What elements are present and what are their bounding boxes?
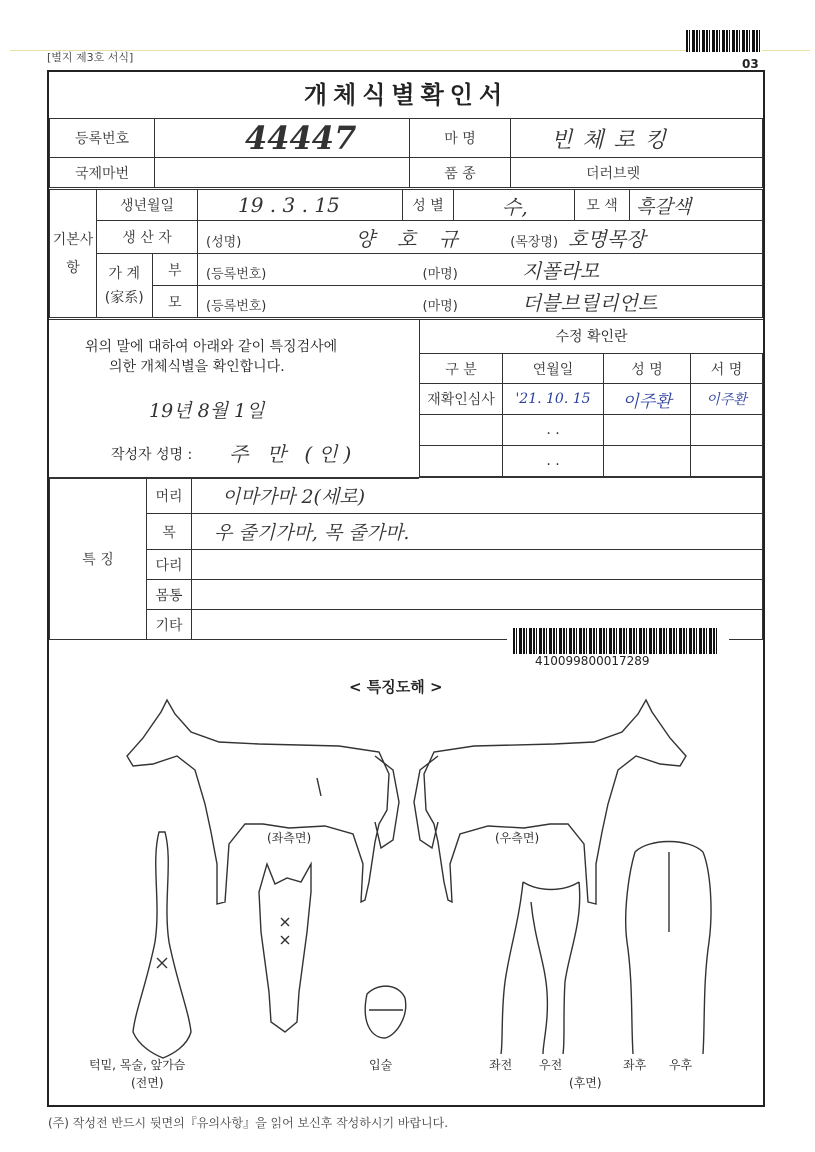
- rev-sign: [691, 446, 763, 477]
- page-number: 03: [742, 57, 759, 71]
- horse-name-cell: [511, 119, 763, 158]
- dam-reg-tag: (등록번호): [206, 299, 267, 314]
- lineage-hanja: (家系): [104, 289, 144, 306]
- feature-value-cell: [192, 514, 763, 550]
- statement-line-2: 의한 개체식별을 확인합니다.: [109, 359, 285, 375]
- revision-title: 수정 확인란: [419, 319, 763, 353]
- breed-label: 품 종: [410, 158, 511, 188]
- front-sub-caption: (전면): [131, 1076, 164, 1090]
- revision-row: [420, 415, 763, 446]
- reg-no-value: 44447: [245, 119, 357, 157]
- statement-line-1: 위의 말에 대하여 아래와 같이 특징검사에: [85, 339, 338, 355]
- sire-reg-tag: (등록번호): [206, 267, 267, 282]
- sex-cell: [454, 190, 575, 221]
- coat-cell: [630, 190, 763, 221]
- producer-label: 생 산 자: [97, 221, 198, 254]
- rev-header-name: 성 명: [604, 354, 691, 384]
- rev-header-sign: 서 명: [691, 354, 763, 384]
- sex-label: 성 별: [403, 190, 454, 221]
- lips-caption: 입술: [369, 1058, 393, 1072]
- farm-tag: (목장명): [510, 234, 559, 250]
- front-caption: 턱밑, 목술, 앞가슴: [89, 1058, 186, 1072]
- left-hind-caption: 좌후: [623, 1058, 647, 1072]
- left-front-caption: 좌전: [489, 1058, 513, 1072]
- sire-name: 지폴라모: [521, 259, 600, 283]
- form-sheet: [47, 70, 765, 1107]
- breed-value: 더러브렛: [511, 158, 763, 188]
- coat-value: 흑갈색: [636, 195, 692, 218]
- rev-name: [604, 415, 691, 446]
- reg-no-label: 등록번호: [50, 119, 155, 158]
- birth-cell: [198, 190, 403, 221]
- dam-label: 모: [152, 286, 197, 318]
- rev-date: . .: [503, 415, 604, 446]
- rear-sub-caption: (후면): [569, 1076, 602, 1090]
- producer-name-tag: (성명): [206, 234, 242, 250]
- top-barcode: [686, 30, 762, 52]
- left-side-caption: (좌측면): [267, 831, 312, 845]
- right-side-caption: (우측면): [495, 831, 540, 845]
- revision-row: [420, 446, 763, 477]
- horse-head-front-icon: [259, 864, 311, 1032]
- barcode-sticker: [507, 624, 729, 668]
- rev-type: 재확인심사: [420, 384, 503, 415]
- coat-label: 모 색: [575, 190, 630, 221]
- feature-value: [192, 550, 763, 580]
- rev-header-date: 연월일: [503, 354, 604, 384]
- birth-value: 19 . 3 . 15: [238, 193, 340, 217]
- form-ref: [별지 제3호 서식]: [47, 51, 134, 64]
- birth-label: 생년월일: [97, 190, 198, 221]
- footer-note: (주) 작성전 반드시 뒷면의『유의사항』을 읽어 보신후 작성하시기 바랍니다.: [48, 1116, 449, 1130]
- revision-header-row: [420, 354, 763, 384]
- rev-date: . .: [503, 446, 604, 477]
- farm-value: 호명목장: [568, 226, 646, 251]
- sire-name-tag: (마명): [422, 267, 458, 282]
- basic-table: [49, 189, 763, 318]
- revision-table: [419, 353, 763, 477]
- sire-cell: [198, 254, 763, 286]
- rev-header-type: 구 분: [420, 354, 503, 384]
- diagram-title: < 특징도해 >: [349, 678, 443, 696]
- registration-table: [49, 118, 763, 188]
- barcode-number: 410099800017289: [535, 654, 650, 668]
- dam-cell: [198, 286, 763, 318]
- feature-value-cell: [192, 478, 763, 514]
- horse-right-side-icon: [414, 700, 686, 904]
- feature-value: 이마가마 2(세로): [222, 486, 366, 508]
- basic-section-label: 기본사항: [50, 190, 97, 318]
- dam-name-tag: (마명): [422, 299, 458, 314]
- right-front-caption: 우전: [539, 1058, 563, 1072]
- feature-value: [192, 580, 763, 610]
- feature-label: 몸통: [147, 580, 192, 610]
- author-value: 주 만 (인): [229, 442, 358, 466]
- lineage-label: 가 계: [108, 265, 141, 282]
- features-section-label: 특 징: [50, 478, 147, 640]
- rev-type: [420, 415, 503, 446]
- horse-diagram: [49, 692, 763, 1092]
- horse-front-legs-icon: [501, 882, 580, 1054]
- feature-label: 목: [147, 514, 192, 550]
- horse-name-label: 마 명: [410, 119, 511, 158]
- rev-sign: [691, 415, 763, 446]
- features-table: [49, 477, 763, 640]
- form-title: 개체식별확인서: [49, 72, 763, 119]
- intl-no-value: [155, 158, 410, 188]
- producer-cell: [198, 221, 763, 254]
- rev-name: 이주환: [604, 384, 691, 415]
- rev-name: [604, 446, 691, 477]
- feature-label: 다리: [147, 550, 192, 580]
- feature-label: 기타: [147, 610, 192, 640]
- revision-row: [420, 384, 763, 415]
- producer-value: 양 호 규: [355, 226, 467, 251]
- horse-front-neck-icon: [133, 832, 191, 1058]
- rev-sign: 이주환: [691, 384, 763, 415]
- horse-lips-icon: [365, 986, 405, 1038]
- sire-label: 부: [152, 254, 197, 286]
- horse-name-value: 빈체로킹: [551, 127, 677, 153]
- feature-value: 우 줄기가마, 목 줄가마.: [214, 522, 410, 544]
- rev-type: [420, 446, 503, 477]
- dam-name: 더블브릴리언트: [521, 291, 658, 315]
- right-hind-caption: 우후: [669, 1058, 693, 1072]
- barcode-bars: [513, 628, 717, 654]
- horse-rear-icon: [626, 842, 711, 1055]
- reg-no-cell: [155, 119, 410, 158]
- sex-value: 수,: [502, 194, 528, 219]
- issue-date: 19년 8월 1일: [149, 400, 265, 422]
- statement-box: [49, 319, 419, 479]
- feature-label: 머리: [147, 478, 192, 514]
- lineage-label-cell: [97, 254, 153, 318]
- intl-no-label: 국제마번: [50, 158, 155, 188]
- rev-date: '21. 10. 15: [503, 384, 604, 415]
- author-label: 작성자 성명 :: [111, 447, 193, 463]
